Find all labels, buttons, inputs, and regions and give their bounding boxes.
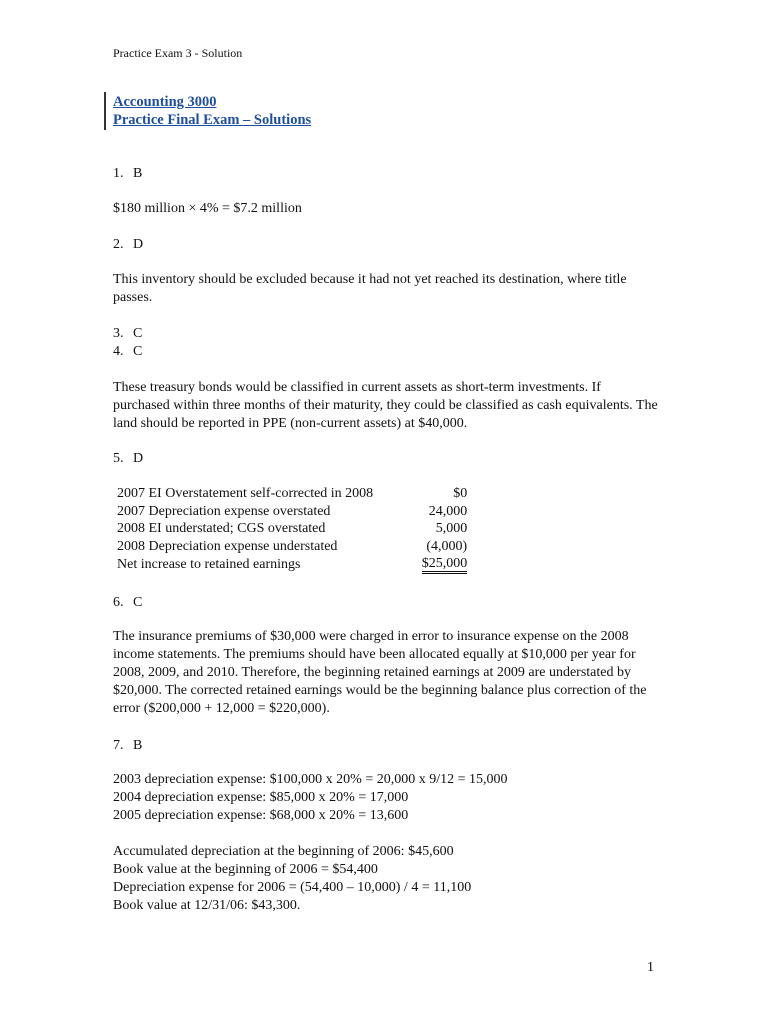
error-correction-table — [113, 485, 467, 574]
row-amount: 5,000 — [435, 521, 468, 536]
depreciation-line: 2003 depreciation expense: $100,000 x 20% = 20,000 x 9/12 = 15,000 — [113, 772, 508, 787]
question-number: 5. — [113, 451, 124, 466]
book-value-line: Accumulated depreciation at the beginning of 2006: $45,600 — [113, 844, 454, 859]
answer-letter: D — [133, 451, 144, 466]
answer-4 — [113, 343, 142, 361]
answer-7 — [113, 737, 142, 755]
answer-5 — [113, 450, 143, 468]
answer-letter: C — [133, 595, 143, 610]
total-amount: $25,000 — [422, 557, 468, 574]
answer-6 — [113, 594, 142, 612]
book-value-line: Book value at 12/31/06: $43,300. — [113, 898, 301, 913]
table-row — [113, 485, 467, 503]
answer-2-explanation: This inventory should be excluded because it had not yet reached its destination, where title passes. — [113, 272, 627, 305]
table-row-total — [113, 555, 467, 574]
answer-1-explanation: $180 million × 4% = $7.2 million — [113, 201, 302, 216]
question-number: 1. — [113, 166, 124, 181]
question-number: 2. — [113, 237, 124, 252]
answer-letter: D — [133, 237, 144, 252]
answer-letter: B — [133, 738, 143, 753]
answer-3 — [113, 325, 142, 343]
row-label: 2008 Depreciation expense understated — [117, 538, 338, 554]
answer-2 — [113, 236, 143, 254]
answer-4-explanation: These treasury bonds would be classified in current assets as short-term investments. If purchased within three months of their maturity, they could be classified as cash equivalents. The land should be reported in PPE (non-current assets) at $40,000. — [113, 380, 658, 431]
book-value-line: Book value at the beginning of 2006 = $54,400 — [113, 862, 378, 877]
table-row — [113, 520, 467, 538]
course-title-link[interactable]: Accounting 3000 — [113, 94, 217, 110]
book-value-line: Depreciation expense for 2006 = (54,400 – 10,000) / 4 = 11,100 — [113, 880, 472, 895]
answer-letter: C — [133, 344, 143, 359]
depreciation-line: 2005 depreciation expense: $68,000 x 20% = 13,600 — [113, 808, 409, 823]
question-number: 3. — [113, 326, 124, 341]
row-label: 2008 EI understated; CGS overstated — [117, 521, 326, 536]
answer-letter: C — [133, 326, 143, 341]
depreciation-line: 2004 depreciation expense: $85,000 x 20% = 17,000 — [113, 790, 409, 805]
question-number: 4. — [113, 344, 124, 359]
page-header: Practice Exam 3 - Solution — [113, 46, 243, 60]
answer-6-explanation: The insurance premiums of $30,000 were charged in error to insurance expense on the 2008 income statements. The premiums should have been allocated equally at $10,000 per year for 2008, 2009, and 2010. Therefore, the beginning retained earnings at 2009 are understated by $20,000. The corrected retained earnings would be the beginning balance plus correction of the error ($200,000 + 12,000 = $220,000). — [113, 629, 647, 716]
row-label: 2007 Depreciation expense overstated — [117, 503, 331, 519]
row-amount: (4,000) — [426, 538, 468, 554]
question-number: 7. — [113, 738, 124, 753]
answer-1 — [113, 165, 142, 183]
page-number: 1 — [647, 960, 654, 975]
exam-title-link[interactable]: Practice Final Exam – Solutions — [113, 112, 312, 128]
row-amount: $0 — [453, 486, 468, 501]
table-row — [113, 503, 467, 521]
answer-letter: B — [133, 166, 143, 181]
row-label: Net increase to retained earnings — [117, 556, 301, 572]
question-number: 6. — [113, 595, 124, 610]
title-margin-bar — [104, 92, 106, 130]
row-label: 2007 EI Overstatement self-corrected in 2008 — [117, 486, 374, 501]
row-amount: 24,000 — [428, 503, 468, 519]
table-row — [113, 538, 467, 556]
